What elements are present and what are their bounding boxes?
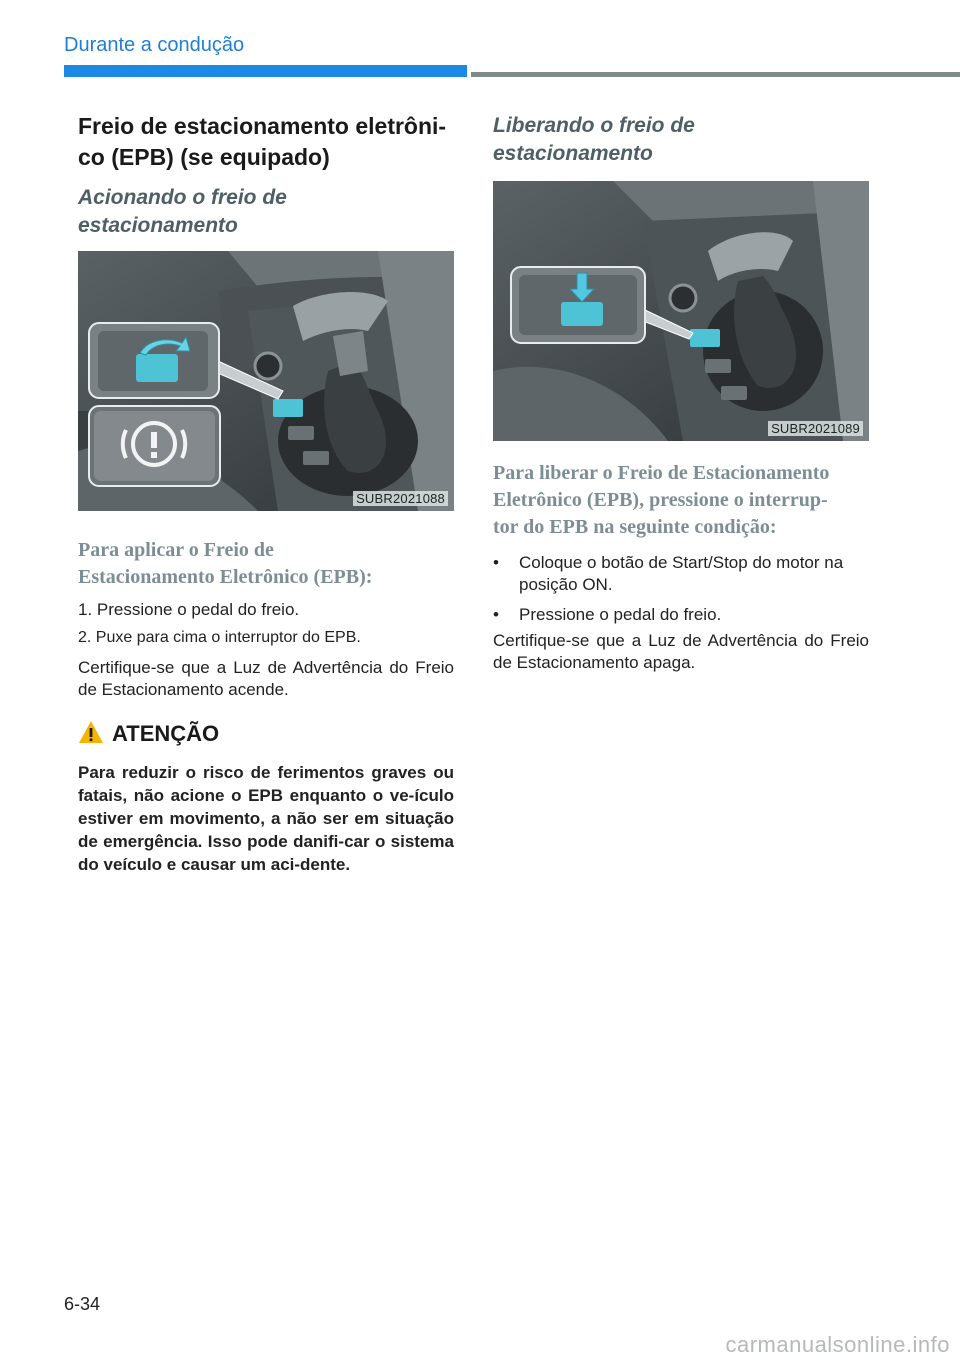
apply-instructions-title [78,537,458,591]
figure-code: SUBR2021089 [768,421,863,436]
warning-label: ATENÇÃO [112,721,220,746]
apply-subheading [78,184,454,240]
header-accent-bar [64,65,467,77]
bullet-symbol: • [493,605,499,624]
release-subheading-line2: estacionamento [493,142,653,165]
release-conditions-list [493,552,869,634]
epb-apply-illustration [78,251,454,511]
bullet-symbol: • [493,553,499,572]
section-heading [78,111,458,173]
page-number: 6-34 [64,1294,101,1314]
release-title-line2: Eletrônico (EPB), pressione o interrup- [493,489,828,511]
epb-apply-figure [78,251,454,511]
epb-release-illustration [493,181,869,441]
apply-title-line2: Estacionamento Eletrônico (EPB): [78,566,373,588]
section-heading-line1: Freio de estacionamento eletrôni- [78,113,447,139]
watermark: carmanualsonline.info [725,1332,950,1357]
release-subheading-line1: Liberando o freio de [493,114,695,137]
apply-confirm-text: Certifique-se que a Luz de Advertência do Freio de Estacionamento acende. [78,658,454,699]
list-item-text: Pressione o pedal do freio. [519,605,722,624]
warning-text: Para reduzir o risco de ferimentos graves ou fatais, não acione o EPB enquanto o ve-ículo estiver em movimento, a não ser em situação de emergência. Isso pode danifi-car o sistema do veículo e causar um aci-dente. [78,763,454,874]
list-item [493,604,869,626]
apply-subheading-line1: Acionando o freio de [78,186,287,209]
header-divider-bar [471,72,960,77]
list-item [493,552,869,596]
epb-release-figure [493,181,869,441]
step-1: 1. Pressione o pedal do freio. [78,600,300,619]
apply-subheading-line2: estacionamento [78,214,238,237]
figure-code: SUBR2021088 [353,491,448,506]
warning-triangle-icon [78,720,104,744]
step-2: 2. Puxe para cima o interruptor do EPB. [78,629,361,646]
release-confirm-text: Certifique-se que a Luz de Advertência do Freio de Estacionamento apaga. [493,631,869,672]
release-title-line1: Para liberar o Freio de Estacionamento [493,462,830,484]
apply-title-line1: Para aplicar o Freio de [78,539,274,561]
release-instructions-title [493,460,873,541]
page-section-title: Durante a condução [64,34,245,56]
list-item-text: Coloque o botão de Start/Stop do motor na posição ON. [519,553,844,594]
section-heading-line2: co (EPB) (se equipado) [78,144,330,170]
release-title-line3: tor do EPB na seguinte condição: [493,516,777,538]
release-subheading [493,112,869,168]
